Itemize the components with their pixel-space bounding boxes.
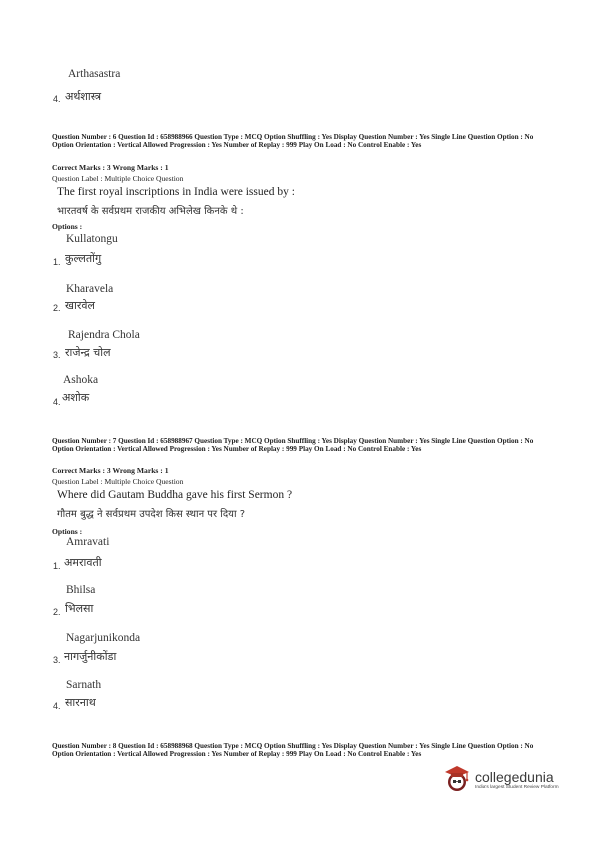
option-number: 2. [53, 303, 61, 313]
option-hindi: नागर्जुनीकोंडा [64, 650, 117, 663]
marks-line: Correct Marks : 3 Wrong Marks : 1 [52, 163, 169, 172]
question-meta: Question Number : 7 Question Id : 658988967 Question Type : MCQ Option Shuffling : Yes Display Question Number : Yes Single Line Question Option : No Option Orientation : Vertical Allowed Progression : Yes Number of Replay : 999 Play On Load : No Control Enable : Yes [52, 437, 534, 454]
options-label: Options : [52, 222, 83, 231]
option-hindi: अमरावती [64, 556, 102, 569]
option-number: 4. [53, 94, 61, 104]
option-number: 1. [53, 257, 61, 267]
option-hindi: कुल्लतोंगु [65, 252, 102, 265]
question-text-english: Where did Gautam Buddha gave his first Sermon ? [57, 489, 293, 501]
option-english: Bhilsa [66, 584, 96, 596]
option-number: 3. [53, 350, 61, 360]
graduate-cap-icon [443, 764, 471, 794]
question-meta: Question Number : 6 Question Id : 658988966 Question Type : MCQ Option Shuffling : Yes Display Question Number : Yes Single Line Question Option : No Option Orientation : Vertical Allowed Progression : Yes Number of Replay : 999 Play On Load : No Control Enable : Yes [52, 133, 534, 150]
question-text-english: The first royal inscriptions in India were issued by : [57, 186, 295, 198]
marks-line: Correct Marks : 3 Wrong Marks : 1 [52, 466, 169, 475]
question-label: Question Label : Multiple Choice Question [52, 477, 184, 486]
option-hindi: अशोक [62, 391, 90, 404]
option-number: 3. [53, 655, 61, 665]
collegedunia-logo [443, 764, 559, 794]
question-meta: Question Number : 8 Question Id : 658988968 Question Type : MCQ Option Shuffling : Yes Display Question Number : Yes Single Line Question Option : No Option Orientation : Vertical Allowed Progression : Yes Number of Replay : 999 Play On Load : No Control Enable : Yes [52, 742, 534, 759]
option-english: Amravati [66, 536, 110, 548]
option-english: Rajendra Chola [68, 329, 140, 341]
option-english: Arthasastra [68, 68, 121, 80]
option-number: 4. [53, 397, 61, 407]
option-hindi: भिलसा [65, 602, 94, 615]
option-number: 4. [53, 701, 61, 711]
option-english: Ashoka [63, 374, 99, 386]
option-english: Kullatongu [66, 233, 118, 245]
option-hindi: खारवेल [65, 299, 95, 312]
option-hindi: सारनाथ [65, 696, 96, 709]
question-text-hindi: भारतवर्ष के सर्वप्रथम राजकीय अभिलेख किनके थे : [57, 206, 244, 217]
logo-wordmark: collegedunia [475, 768, 554, 785]
option-hindi: राजेन्द्र चोल [65, 346, 111, 359]
question-text-hindi: गौतम बुद्ध ने सर्वप्रथम उपदेश किस स्थान पर दिया ? [57, 509, 246, 520]
option-english: Sarnath [66, 679, 102, 691]
option-number: 2. [53, 607, 61, 617]
logo-tagline: India's largest Student Review Platform [475, 784, 559, 790]
option-number: 1. [53, 561, 61, 571]
question-label: Question Label : Multiple Choice Question [52, 174, 184, 183]
option-hindi: अर्थशास्त्र [65, 90, 102, 103]
option-english: Kharavela [66, 283, 114, 295]
option-english: Nagarjunikonda [66, 632, 141, 644]
options-label: Options : [52, 527, 83, 536]
